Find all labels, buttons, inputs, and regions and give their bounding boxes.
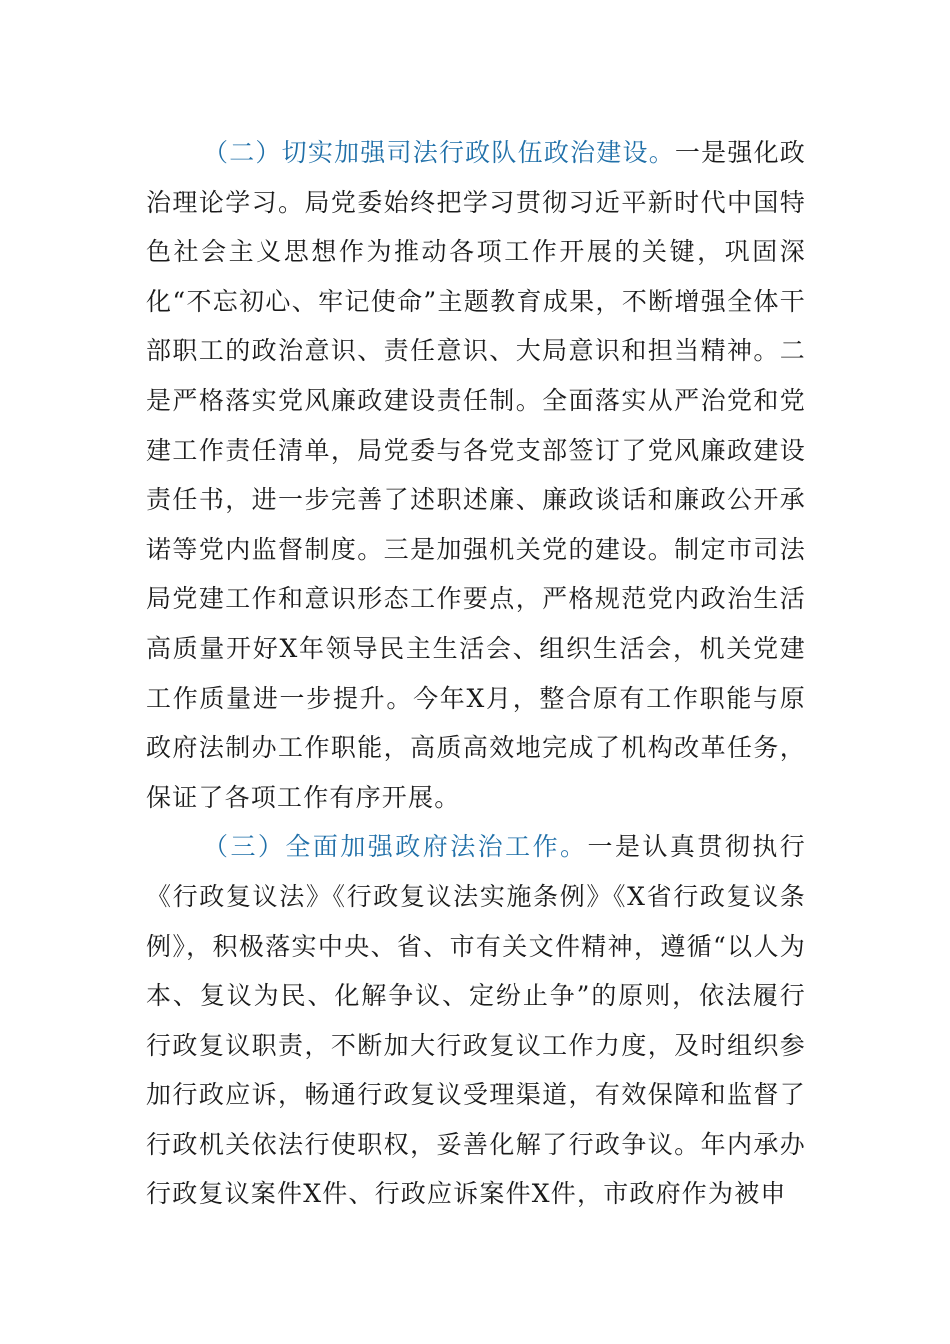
paragraph-body-2: 一是强化政治理论学习。局党委始终把学习贯彻习近平新时代中国特色社会主义思想作为推动各项工作开展的关键，巩固深化“不忘初心、牢记使命”主题教育成果，不断增强全体干部职工的政治意识、责任意识、大局意识和担当精神。二是严格落实党风廉政建设责任制。全面落实从严治党和党建工作责任清单，局党委与各党支部签订了党风廉政建设责任书，进一步完善了述职述廉、廉政谈话和廉政公开承诺等党内监督制度。三是加强机关党的建设。制定市司法局党建工作和意识形态工作要点，严格规范党内政治生活高质量开好X年领导民主生活会、组织生活会，机关党建工作质量进一步提升。今年X月，整合原有工作职能与原政府法制办工作职能，高质高效地完成了机构改革任务，保证了各项工作有序开展。 [146,138,806,812]
paragraph-body-3: 一是认真贯彻执行《行政复议法》《行政复议法实施条例》《X省行政复议条例》，积极落实中央、省、市有关文件精神，遵循“以人为本、复议为民、化解争议、定纷止争”的原则，依法履行行政复议职责，不断加大行政复议工作力度，及时组织参加行政应诉，畅通行政复议受理渠道，有效保障和监督了行政机关依法行使职权，妥善化解了行政争议。年内承办行政复议案件X件、行政应诉案件X件，市政府作为被申 [146,832,806,1209]
document-body [146,128,806,1219]
paragraph-section-3 [146,822,806,1219]
paragraph-section-2 [146,128,806,822]
section-heading-3: （三）全面加强政府法治工作。 [203,832,588,862]
section-heading-2: （二）切实加强司法行政队伍政治建设。 [203,138,675,167]
